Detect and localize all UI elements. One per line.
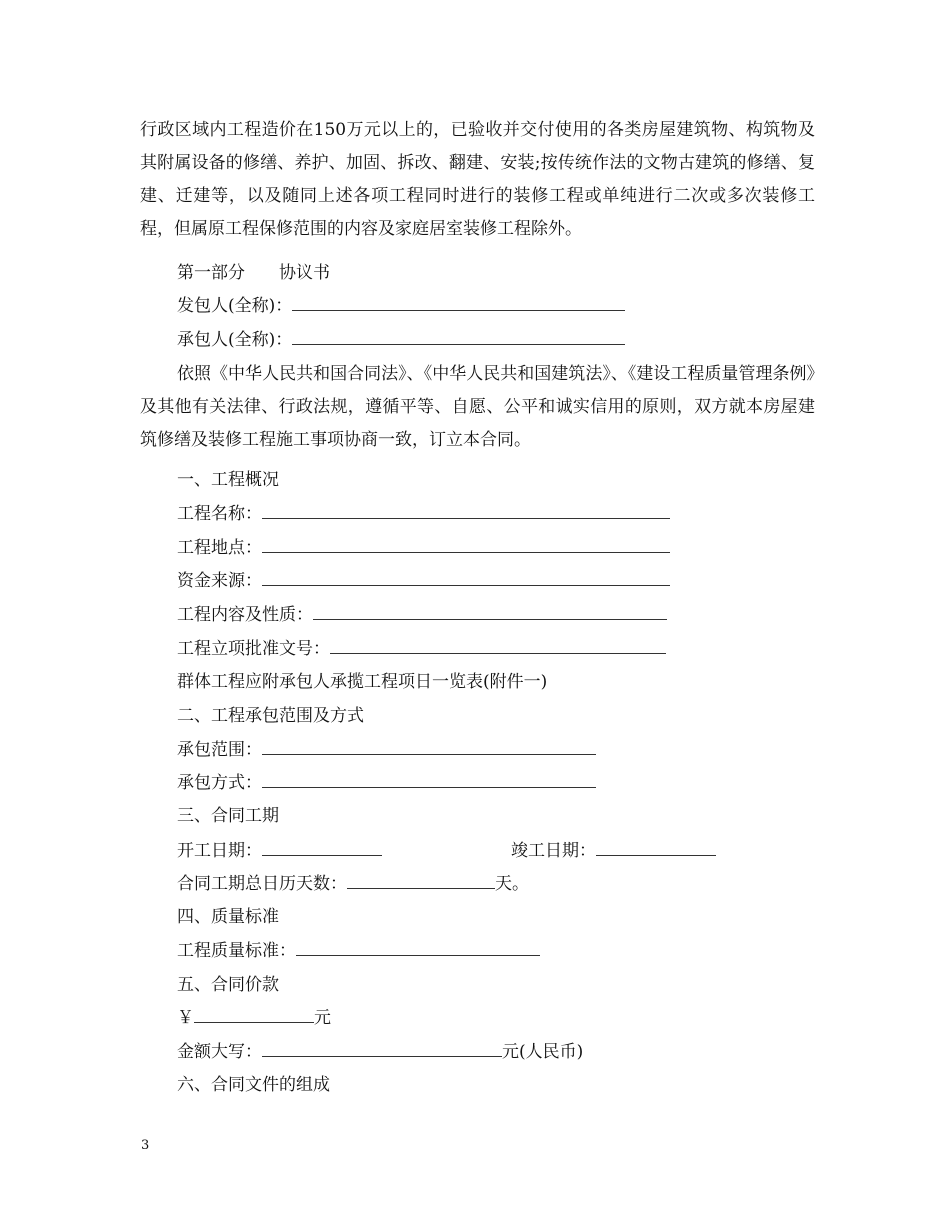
contractor-label: 承包人(全称)： <box>177 330 293 350</box>
method-blank[interactable] <box>262 773 596 788</box>
contractor-line <box>177 330 625 350</box>
page-number: 3 <box>141 1138 150 1153</box>
scope-line <box>177 740 596 760</box>
capital-amount-line <box>177 1042 583 1062</box>
section3-heading: 三、合同工期 <box>177 806 279 826</box>
capital-amount-blank[interactable] <box>262 1042 502 1057</box>
funding-blank[interactable] <box>262 571 670 586</box>
group-project-note: 群体工程应附承包人承揽工程项日一览表(附件一) <box>177 672 548 692</box>
section2-heading: 二、工程承包范围及方式 <box>177 706 364 726</box>
section6-heading: 六、合同文件的组成 <box>177 1075 330 1095</box>
total-days-unit: 天。 <box>495 874 529 894</box>
approval-blank[interactable] <box>330 639 666 654</box>
method-line <box>177 773 596 793</box>
currency-symbol: ￥ <box>177 1008 194 1028</box>
content-label: 工程内容及性质： <box>177 605 313 625</box>
part-heading: 第一部分 协议书 <box>177 263 330 283</box>
scope-blank[interactable] <box>262 740 596 755</box>
end-date-blank[interactable] <box>596 841 716 856</box>
capital-amount-label: 金额大写： <box>177 1042 262 1062</box>
project-name-line <box>177 504 670 524</box>
content-blank[interactable] <box>313 605 667 620</box>
end-date-label: 竣工日期： <box>511 841 596 861</box>
contractor-blank[interactable] <box>292 330 625 345</box>
approval-line <box>177 639 666 659</box>
capital-amount-unit: 元(人民币) <box>502 1042 584 1062</box>
quality-blank[interactable] <box>296 941 540 956</box>
price-blank[interactable] <box>194 1008 314 1023</box>
project-location-line <box>177 538 670 558</box>
total-days-label: 合同工期总日历天数： <box>177 874 347 894</box>
content-line <box>177 605 667 625</box>
basis-paragraph: 依照《中华人民共和国合同法》、《中华人民共和国建筑法》、《建设工程质量管理条例》及其他有关法律、行政法规，遵循平等、自愿、公平和诚实信用的原则，双方就本房屋建筑修缮及装修工程施工事项协商一致，订立本合同。 <box>140 364 815 450</box>
project-name-blank[interactable] <box>262 504 670 519</box>
employer-blank[interactable] <box>292 296 625 311</box>
project-name-label: 工程名称： <box>177 504 262 524</box>
approval-label: 工程立项批准文号： <box>177 639 330 659</box>
intro-paragraph: 行政区域内工程造价在150万元以上的，已验收并交付使用的各类房屋建筑物、构筑物及其附属设备的修缮、养护、加固、拆改、翻建、安装;按传统作法的文物古建筑的修缮、复建、迁建等，以及随同上述各项工程同时进行的装修工程或单纯进行二次或多次装修工程，但属原工程保修范围的内容及家庭居室装修工程除外。 <box>140 120 815 239</box>
section5-heading: 五、合同价款 <box>177 975 279 995</box>
start-date-blank[interactable] <box>262 841 382 856</box>
project-location-label: 工程地点： <box>177 538 262 558</box>
funding-label: 资金来源： <box>177 571 262 591</box>
method-label: 承包方式： <box>177 773 262 793</box>
scope-label: 承包范围： <box>177 740 262 760</box>
section1-heading: 一、工程概况 <box>177 470 279 490</box>
quality-label: 工程质量标准： <box>177 941 296 961</box>
project-location-blank[interactable] <box>262 538 670 553</box>
price-line <box>177 1008 331 1028</box>
funding-line <box>177 571 670 591</box>
end-date-line <box>511 841 716 861</box>
quality-line <box>177 941 540 961</box>
total-days-line <box>177 874 529 894</box>
start-date-line <box>177 841 382 861</box>
employer-line <box>177 296 625 316</box>
price-unit: 元 <box>314 1008 331 1028</box>
total-days-blank[interactable] <box>347 874 495 889</box>
start-date-label: 开工日期： <box>177 841 262 861</box>
employer-label: 发包人(全称)： <box>177 296 293 316</box>
section4-heading: 四、质量标准 <box>177 907 279 927</box>
